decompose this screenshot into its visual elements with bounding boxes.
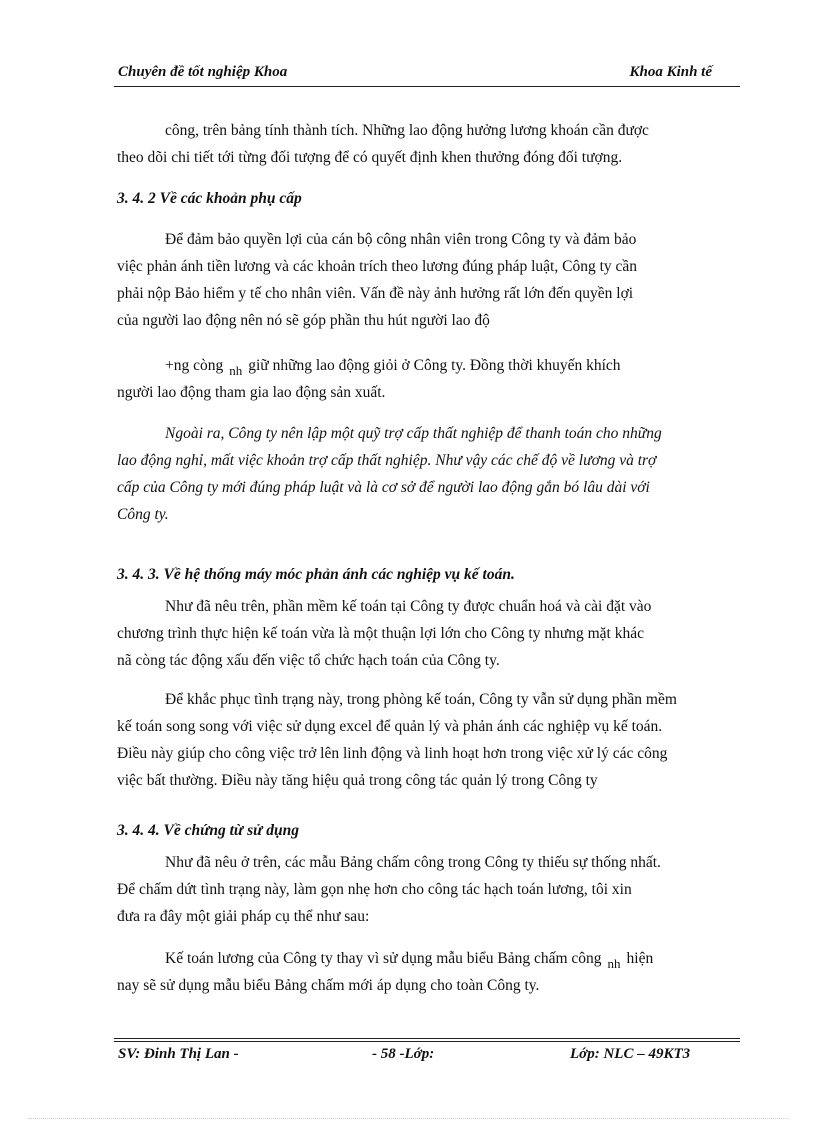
text-line: chương trình thực hiện kế toán vừa là một thuận lợi lớn cho Công ty nhưng mặt khác xyxy=(117,625,644,642)
text-line: Để đảm bảo quyền lợi của cán bộ công nhân viên trong Công ty và đảm bảo xyxy=(165,231,637,248)
text-line: việc bất thường. Điều này tăng hiệu quả trong công tác quản lý trong Công ty xyxy=(117,772,598,789)
text-fragment: +ng còng xyxy=(165,357,224,374)
footer-page-number: - 58 -Lớp: xyxy=(372,1046,435,1062)
page-header xyxy=(114,64,740,84)
paragraph-6 xyxy=(117,686,739,794)
text-fragment: giữ những lao động giỏi ở Công ty. Đồng thời khuyến khích xyxy=(248,357,621,374)
footer-class: Lớp: NLC – 49KT3 xyxy=(570,1046,691,1062)
text-line: Ngoài ra, Công ty nên lập một quỹ trợ cấp thất nghiệp để thanh toán cho những xyxy=(165,425,662,442)
text-line xyxy=(117,945,739,972)
text-line: phải nộp Bảo hiểm y tế cho nhân viên. Vấn đề này ảnh hưởng rất lớn đến quyền lợi xyxy=(117,285,634,302)
paragraph-8 xyxy=(117,945,739,999)
text-line: kế toán song song với việc sử dụng excel để quản lý và phản ánh các nghiệp vụ kế toán. xyxy=(117,718,663,735)
section-heading-3-4-3: 3. 4. 3. Về hệ thống máy móc phản ánh các nghiệp vụ kế toán. xyxy=(117,566,515,583)
footer-student: SV: Đinh Thị Lan - xyxy=(118,1046,239,1062)
text-line: đưa ra đây một giải pháp cụ thể như sau: xyxy=(117,908,370,925)
paragraph-3 xyxy=(117,352,739,406)
footer-rule-2 xyxy=(114,1041,740,1042)
text-line: Như đã nêu trên, phần mềm kế toán tại Công ty được chuẩn hoá và cài đặt vào xyxy=(165,598,652,615)
text-line: người lao động tham gia lao động sản xuất. xyxy=(117,384,386,401)
header-title: Chuyên đề tốt nghiệp Khoa xyxy=(118,64,288,80)
text-line: Điều này giúp cho công việc trở lên linh động và linh hoạt hơn trong việc xử lý các công xyxy=(117,745,668,762)
text-line: theo dõi chi tiết tới từng đối tượng để có quyết định khen thưởng đóng đối tượng. xyxy=(117,149,623,166)
text-line: công, trên bảng tính thành tích. Những lao động hưởng lương khoán cần được xyxy=(165,122,649,139)
text-line: cấp của Công ty mới đúng pháp luật và là cơ sở để người lao động gắn bó lâu dài với xyxy=(117,479,650,496)
header-rule xyxy=(114,86,740,87)
text-line: nay sẽ sử dụng mẫu biểu Bảng chấm mới áp dụng cho toàn Công ty. xyxy=(117,977,540,994)
paragraph-2 xyxy=(117,226,739,334)
text-line: việc phản ánh tiền lương và các khoản trích theo lương đúng pháp luật, Công ty cần xyxy=(117,258,638,275)
text-line: nã còng tác động xấu đến việc tổ chức hạch toán của Công ty. xyxy=(117,652,500,669)
subscript-fragment: nh xyxy=(607,956,621,971)
paragraph-1 xyxy=(117,117,739,171)
text-fragment: hiện xyxy=(626,950,654,967)
header-department: Khoa Kinh tế xyxy=(629,64,712,80)
text-line: Công ty. xyxy=(117,506,169,523)
paragraph-4 xyxy=(117,420,739,528)
text-line: của người lao động nên nó sẽ góp phần thu hút người lao độ xyxy=(117,312,490,329)
text-line: lao động nghỉ, mất việc khoản trợ cấp thất nghiệp. Như vậy các chế độ về lương và trợ xyxy=(117,452,657,469)
subscript-fragment: nh xyxy=(229,363,243,378)
section-heading-3-4-4: 3. 4. 4. Về chứng từ sử dụng xyxy=(117,822,300,839)
paragraph-5 xyxy=(117,593,739,674)
text-line: Như đã nêu ở trên, các mẫu Bảng chấm công trong Công ty thiếu sự thống nhất. xyxy=(165,854,661,871)
text-line: Để chấm dứt tình trạng này, làm gọn nhẹ hơn cho công tác hạch toán lương, tôi xin xyxy=(117,881,632,898)
footer-rule-1 xyxy=(114,1038,740,1039)
text-fragment: Kế toán lương của Công ty thay vì sử dụng mẫu biểu Bảng chấm công xyxy=(165,950,602,967)
section-heading-3-4-2: 3. 4. 2 Về các khoản phụ cấp xyxy=(117,190,302,207)
text-line: Để khắc phục tình trạng này, trong phòng kế toán, Công ty vẫn sử dụng phần mềm xyxy=(165,691,677,708)
page-edge-dots xyxy=(28,1118,788,1119)
text-line xyxy=(117,352,739,379)
paragraph-7 xyxy=(117,849,739,930)
